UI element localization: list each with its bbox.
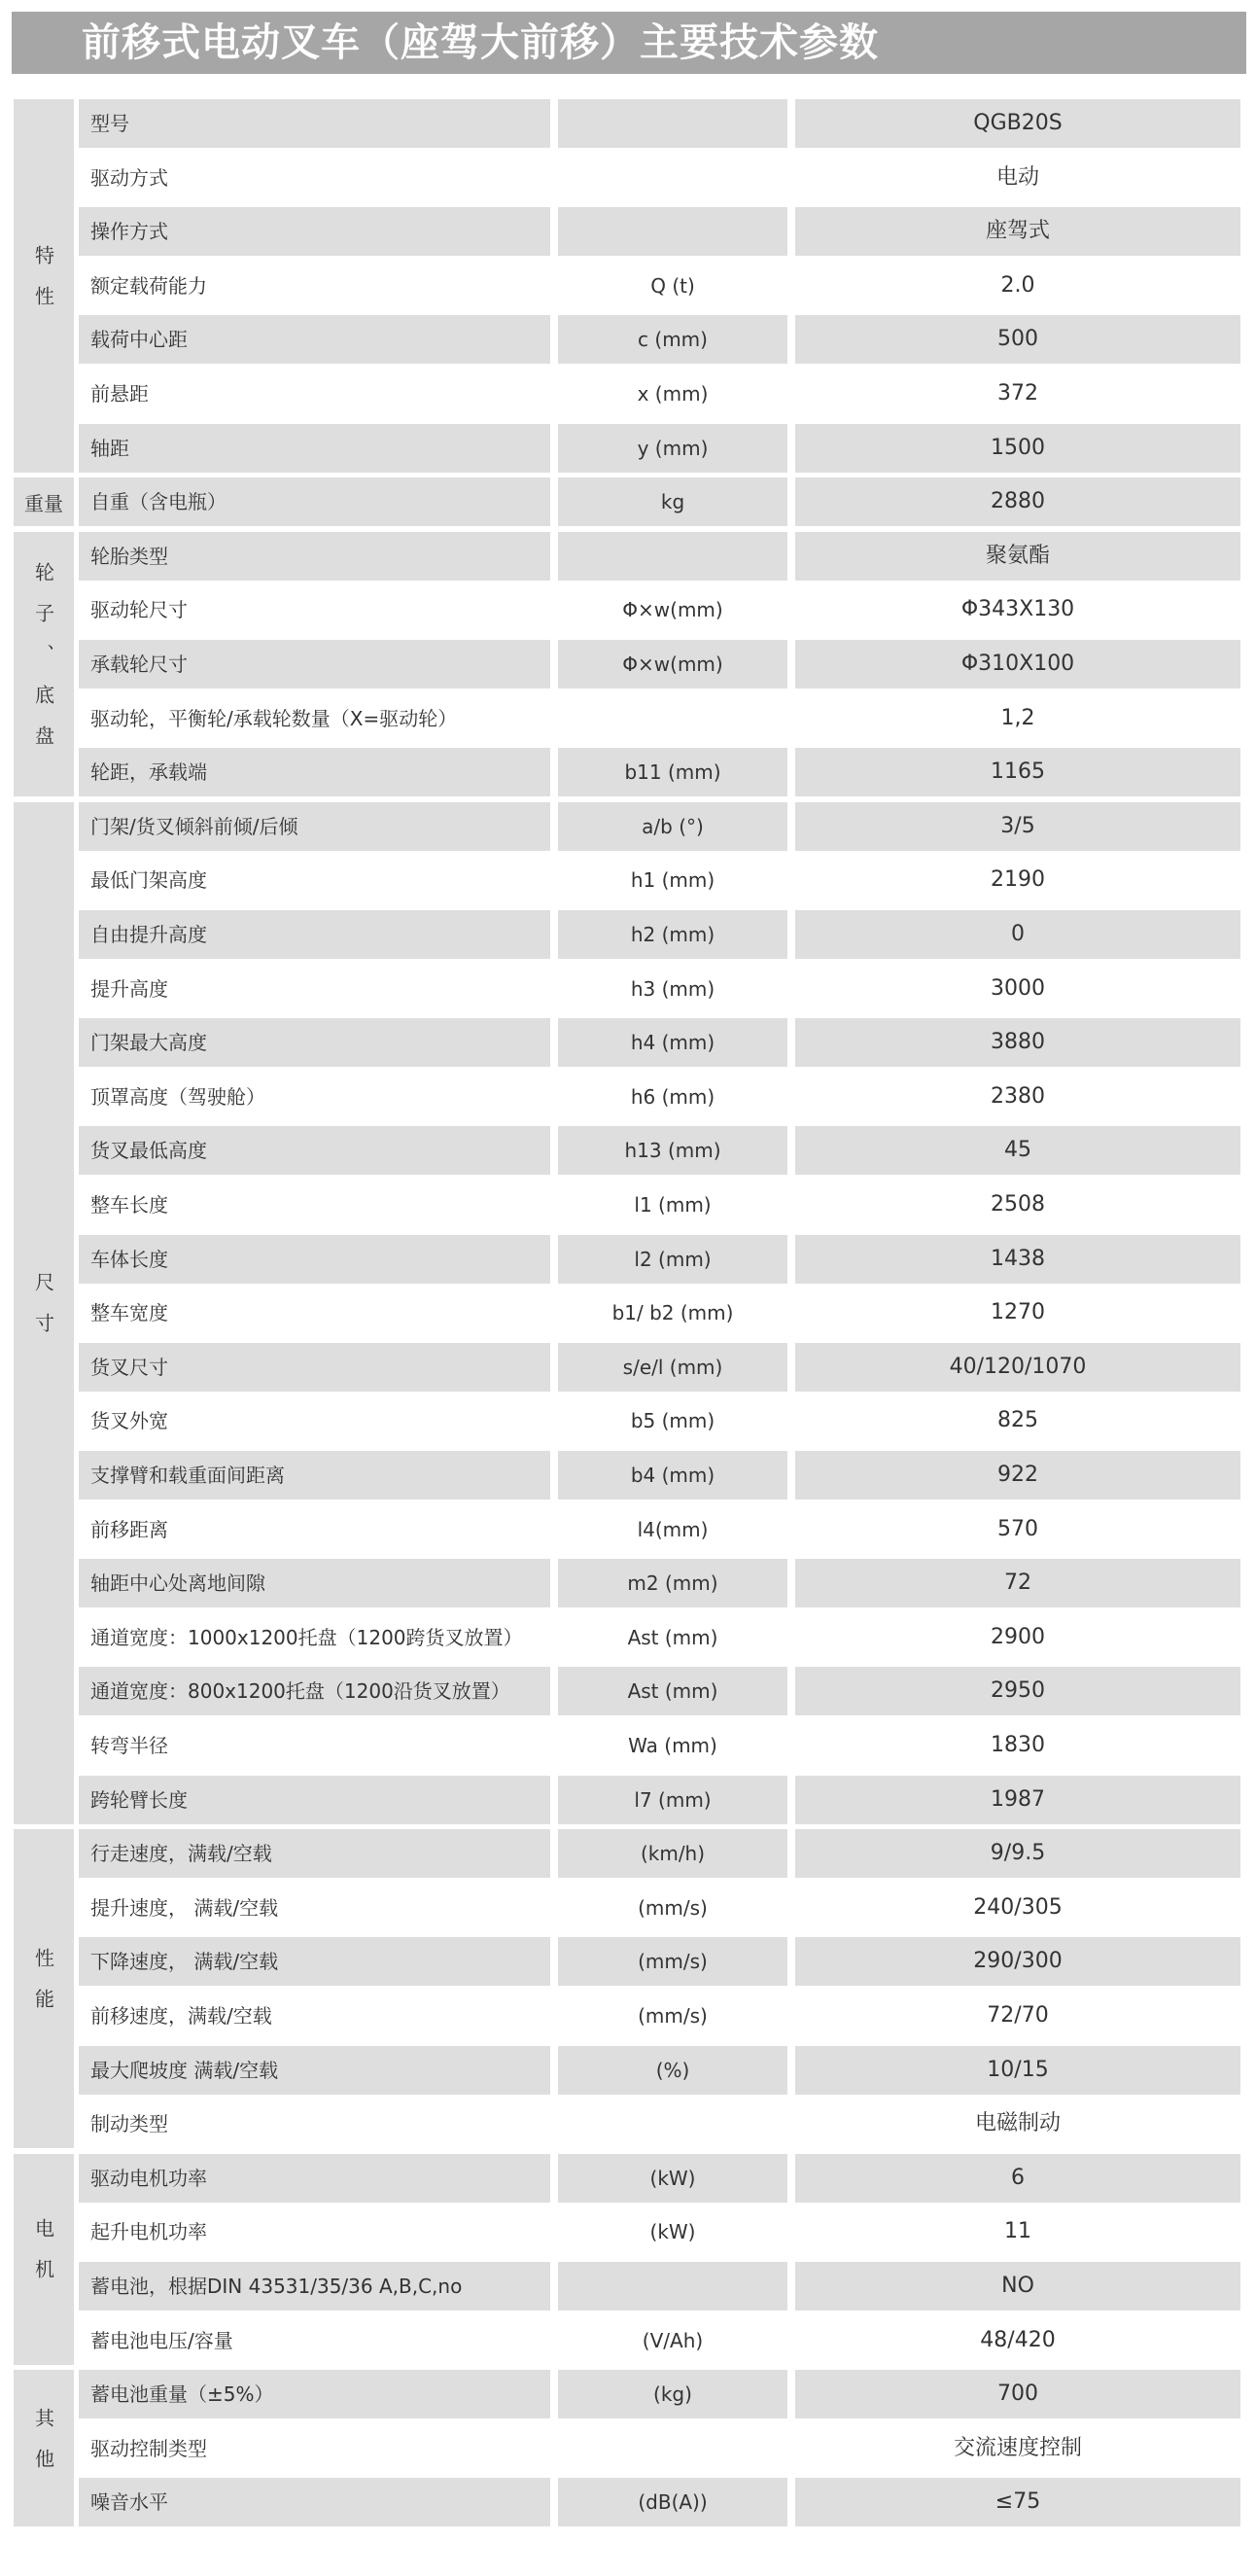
param-name: 轮距，承载端	[79, 748, 550, 796]
param-unit: a/b (°)	[558, 802, 787, 851]
param-value: 3/5	[795, 802, 1240, 851]
group-cell	[14, 2154, 74, 2365]
page-title: 前移式电动叉车（座驾大前移）主要技术参数	[82, 20, 879, 65]
param-unit: Ast (mm)	[627, 1625, 718, 1649]
param-name: 承载轮尺寸	[79, 640, 550, 688]
group-cell	[14, 532, 74, 796]
param-name: 驱动轮尺寸	[90, 598, 188, 622]
param-value: 1270	[991, 1300, 1045, 1325]
param-name: 前移距离	[90, 1517, 168, 1541]
param-value: 交流速度控制	[953, 2435, 1082, 2460]
param-unit: l1 (mm)	[634, 1193, 712, 1217]
param-name: 型号	[79, 99, 550, 148]
param-value: ≤75	[795, 2478, 1240, 2526]
param-value: 240/305	[973, 1894, 1063, 1920]
param-value: 6	[795, 2154, 1240, 2203]
param-unit: h2 (mm)	[558, 910, 787, 959]
param-unit: Φ×w(mm)	[558, 640, 787, 688]
param-value: 372	[997, 381, 1038, 406]
param-unit	[558, 99, 787, 148]
param-value: 电动	[995, 164, 1039, 190]
param-name: 车体长度	[79, 1235, 550, 1284]
param-value: 1,2	[1000, 705, 1035, 730]
param-unit: (dB(A))	[558, 2478, 787, 2526]
param-unit: (mm/s)	[638, 1895, 708, 1920]
param-name: 支撑臂和载重面间距离	[79, 1451, 550, 1500]
param-value: 40/120/1070	[795, 1343, 1240, 1392]
param-unit: (kW)	[649, 2220, 696, 2244]
param-name: 驱动方式	[90, 165, 168, 190]
group-label: 电机	[31, 2218, 55, 2301]
param-name: 通道宽度：1000x1200托盘（1200跨货叉放置）	[90, 1625, 523, 1649]
param-value: 2508	[991, 1192, 1045, 1217]
param-name: 货叉尺寸	[79, 1343, 550, 1392]
param-unit: (km/h)	[558, 1829, 787, 1878]
param-unit: b11 (mm)	[558, 748, 787, 796]
group-label: 性能	[31, 1948, 55, 2030]
param-name: 转弯半径	[90, 1734, 168, 1757]
param-name: 整车宽度	[90, 1301, 168, 1325]
group-label: 重量	[24, 491, 63, 515]
param-unit: Wa (mm)	[628, 1734, 717, 1757]
group-cell	[14, 2370, 74, 2526]
param-value: 电磁制动	[974, 2111, 1061, 2136]
param-value: 922	[795, 1451, 1240, 1500]
param-value: Φ343X130	[960, 597, 1075, 622]
param-name: 驱动轮，平衡轮/承载轮数量（X=驱动轮）	[90, 706, 458, 730]
param-unit: h6 (mm)	[630, 1084, 715, 1109]
param-unit: y (mm)	[558, 424, 787, 473]
param-unit: (kW)	[558, 2154, 787, 2203]
param-name: 前悬距	[90, 382, 149, 406]
group-cell	[14, 1829, 74, 2148]
param-unit: (mm/s)	[558, 1937, 787, 1986]
param-name: 额定载荷能力	[90, 273, 207, 298]
param-unit: h3 (mm)	[630, 976, 715, 1001]
param-value: 2900	[991, 1624, 1045, 1649]
param-name: 蓄电池重量（±5%）	[79, 2370, 550, 2418]
param-unit	[558, 154, 787, 202]
param-value: 2.0	[1000, 272, 1035, 298]
param-unit	[558, 532, 787, 581]
param-name: 通道宽度：800x1200托盘（1200沿货叉放置）	[79, 1667, 550, 1715]
param-value: 570	[997, 1516, 1038, 1541]
param-name: 货叉最低高度	[79, 1126, 550, 1175]
param-value: 72/70	[987, 2003, 1049, 2028]
param-name: 蓄电池，根据DIN 43531/35/36 A,B,C,no	[79, 2262, 550, 2311]
param-unit: b1/ b2 (mm)	[611, 1301, 734, 1325]
param-name: 整车长度	[90, 1193, 168, 1217]
param-value: Φ310X100	[795, 640, 1240, 688]
param-unit	[558, 694, 787, 743]
param-unit: s/e/l (mm)	[558, 1343, 787, 1392]
param-unit: m2 (mm)	[558, 1559, 787, 1607]
param-unit: (%)	[558, 2046, 787, 2095]
param-value: 72	[795, 1559, 1240, 1607]
param-unit: (V/Ah)	[642, 2328, 704, 2352]
param-name: 轴距	[79, 424, 550, 473]
param-unit	[558, 207, 787, 256]
param-value: QGB20S	[795, 99, 1240, 148]
param-name: 提升高度	[90, 976, 168, 1001]
param-name: 驱动电机功率	[79, 2154, 550, 2203]
param-value: 9/9.5	[795, 1829, 1240, 1878]
param-value: 45	[795, 1126, 1240, 1175]
param-name: 门架最大高度	[79, 1018, 550, 1067]
param-unit: x (mm)	[637, 382, 709, 406]
param-value: 1500	[795, 424, 1240, 473]
param-name: 行走速度，满载/空载	[79, 1829, 550, 1878]
param-unit: l7 (mm)	[558, 1776, 787, 1824]
param-name: 最大爬坡度 满载/空载	[79, 2046, 550, 2095]
param-value: 700	[795, 2370, 1240, 2418]
group-label: 特性	[31, 244, 55, 327]
param-name: 最低门架高度	[90, 868, 207, 893]
param-value: 500	[795, 315, 1240, 364]
param-name: 轮胎类型	[79, 532, 550, 581]
param-value: 10/15	[795, 2046, 1240, 2095]
group-label: 轮子、底盘	[31, 561, 55, 766]
param-name: 自重（含电瓶）	[79, 477, 550, 526]
group-label: 尺寸	[31, 1272, 55, 1355]
param-value: 聚氨酯	[795, 532, 1240, 581]
group-cell	[14, 477, 74, 526]
group-label: 其他	[31, 2407, 55, 2489]
param-value: 2880	[795, 477, 1240, 526]
param-name: 跨轮臂长度	[79, 1776, 550, 1824]
param-name: 蓄电池电压/容量	[90, 2328, 233, 2352]
param-unit: c (mm)	[558, 315, 787, 364]
param-name: 自由提升高度	[79, 910, 550, 959]
param-value: 2380	[991, 1083, 1045, 1109]
group-cell	[14, 802, 74, 1824]
param-value: 48/420	[980, 2327, 1056, 2352]
param-value: 1830	[991, 1733, 1045, 1757]
param-value: 3000	[991, 975, 1045, 1001]
param-name: 货叉外宽	[90, 1409, 168, 1433]
param-unit: Ast (mm)	[558, 1667, 787, 1715]
param-value: 3880	[795, 1018, 1240, 1067]
group-cell	[14, 99, 74, 473]
param-name: 前移速度，满载/空载	[90, 2004, 272, 2028]
param-unit: b5 (mm)	[630, 1409, 715, 1433]
param-unit: h4 (mm)	[558, 1018, 787, 1067]
param-name: 噪音水平	[79, 2478, 550, 2526]
param-unit: kg	[558, 477, 787, 526]
param-name: 操作方式	[79, 207, 550, 256]
param-unit: Φ×w(mm)	[622, 598, 723, 622]
param-name: 顶罩高度（驾驶舱）	[90, 1084, 265, 1109]
param-value: 1165	[795, 748, 1240, 796]
param-value: 1987	[795, 1776, 1240, 1824]
param-unit: (mm/s)	[638, 2004, 708, 2028]
param-unit: l4(mm)	[637, 1517, 709, 1541]
param-unit: l2 (mm)	[558, 1235, 787, 1284]
param-value: 290/300	[795, 1937, 1240, 1986]
param-name: 下降速度， 满载/空载	[79, 1937, 550, 1986]
param-unit: Q (t)	[650, 273, 695, 298]
param-unit	[558, 2100, 787, 2148]
param-unit: h13 (mm)	[558, 1126, 787, 1175]
param-name: 载荷中心距	[79, 315, 550, 364]
param-unit	[558, 2262, 787, 2311]
title-bar	[12, 12, 1246, 74]
param-value: 0	[795, 910, 1240, 959]
param-name: 起升电机功率	[90, 2220, 207, 2244]
param-name: 提升速度， 满载/空载	[90, 1895, 279, 1920]
param-name: 轴距中心处离地间隙	[79, 1559, 550, 1607]
param-value: 2950	[795, 1667, 1240, 1715]
param-unit: (kg)	[558, 2370, 787, 2418]
param-name: 制动类型	[90, 2112, 168, 2136]
param-value: NO	[795, 2262, 1240, 2311]
param-unit: b4 (mm)	[558, 1451, 787, 1500]
param-name: 驱动控制类型	[90, 2436, 207, 2460]
param-value: 2190	[991, 867, 1045, 893]
param-name: 门架/货叉倾斜前倾/后倾	[79, 802, 550, 851]
param-unit: h1 (mm)	[630, 868, 715, 893]
param-unit	[558, 2424, 787, 2473]
param-value: 座驾式	[795, 207, 1240, 256]
param-value: 11	[1004, 2219, 1031, 2244]
param-value: 1438	[795, 1235, 1240, 1284]
param-value: 825	[997, 1408, 1038, 1433]
